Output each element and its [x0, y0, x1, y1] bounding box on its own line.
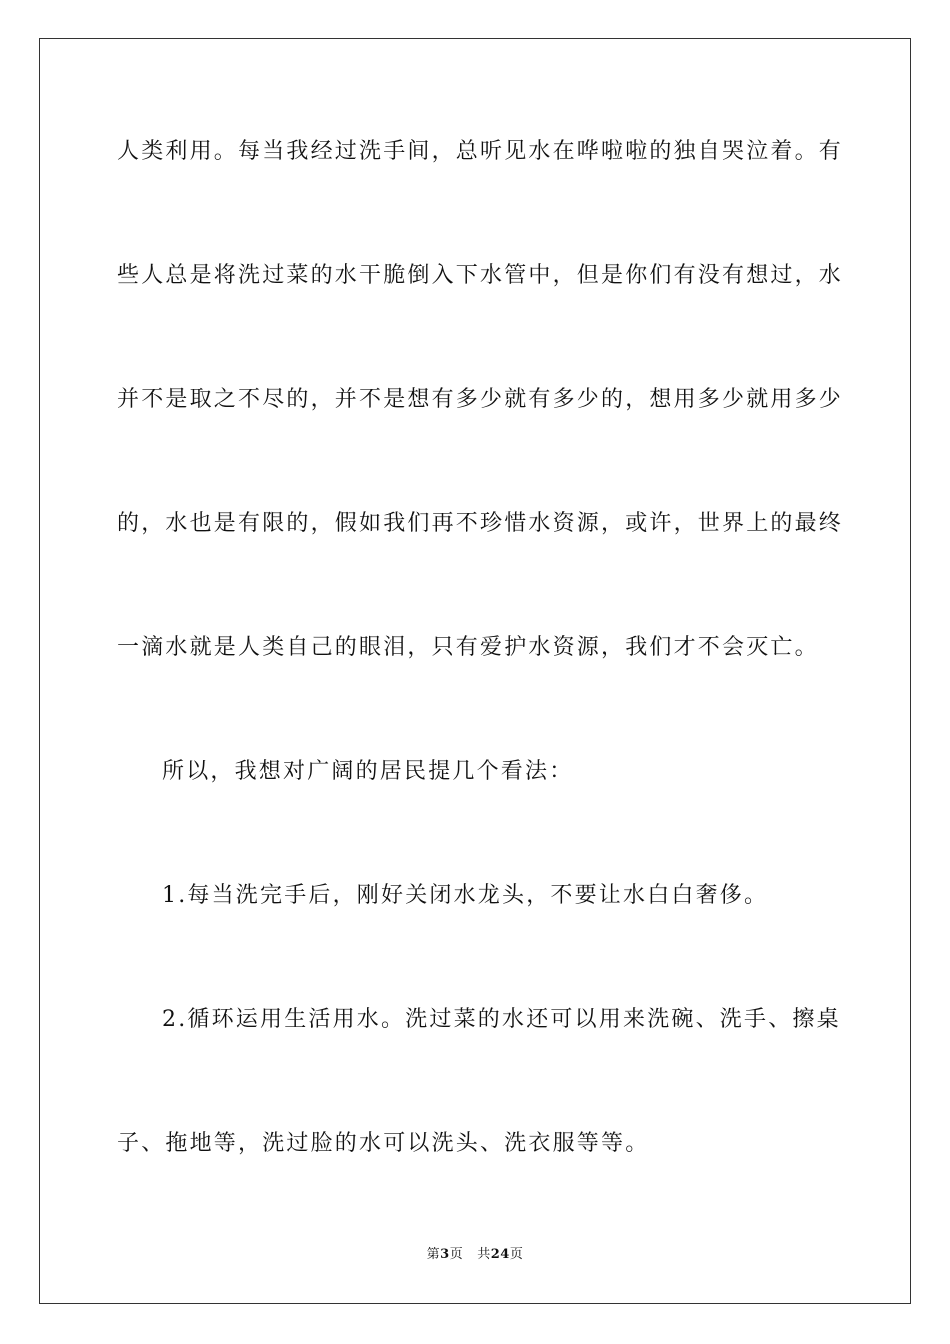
footer-page-number: 3	[440, 1247, 450, 1262]
footer-page-prefix: 第	[426, 1247, 441, 1262]
text-line-9: 子、拖地等，洗过脸的水可以洗头、洗衣服等等。	[117, 1131, 650, 1156]
footer-page-suffix: 页	[449, 1247, 464, 1262]
text-line-1: 人类利用。每当我经过洗手间，总听见水在哗啦啦的独自哭泣着。有	[117, 139, 844, 164]
text-line-5: 一滴水就是人类自己的眼泪，只有爱护水资源，我们才不会灭亡。	[117, 635, 819, 660]
page-border	[39, 38, 911, 1304]
text-line-8: 2.循环运用生活用水。洗过菜的水还可以用来洗碗、洗手、擦桌	[162, 1007, 841, 1032]
text-line-6: 所以，我想对广阔的居民提几个看法：	[162, 759, 574, 784]
text-line-2: 些人总是将洗过菜的水干脆倒入下水管中，但是你们有没有想过，水	[117, 263, 844, 288]
text-line-7: 1.每当洗完手后，刚好关闭水龙头，不要让水白白奢侈。	[162, 883, 769, 908]
footer-total-suffix: 页	[509, 1247, 524, 1262]
footer-total-pages: 24	[490, 1247, 510, 1262]
text-line-4: 的，水也是有限的，假如我们再不珍惜水资源，或许，世界上的最终	[117, 511, 844, 536]
footer-total-prefix: 共	[477, 1247, 491, 1262]
page-footer	[0, 1247, 950, 1263]
text-line-3: 并不是取之不尽的，并不是想有多少就有多少的，想用多少就用多少	[117, 387, 844, 412]
